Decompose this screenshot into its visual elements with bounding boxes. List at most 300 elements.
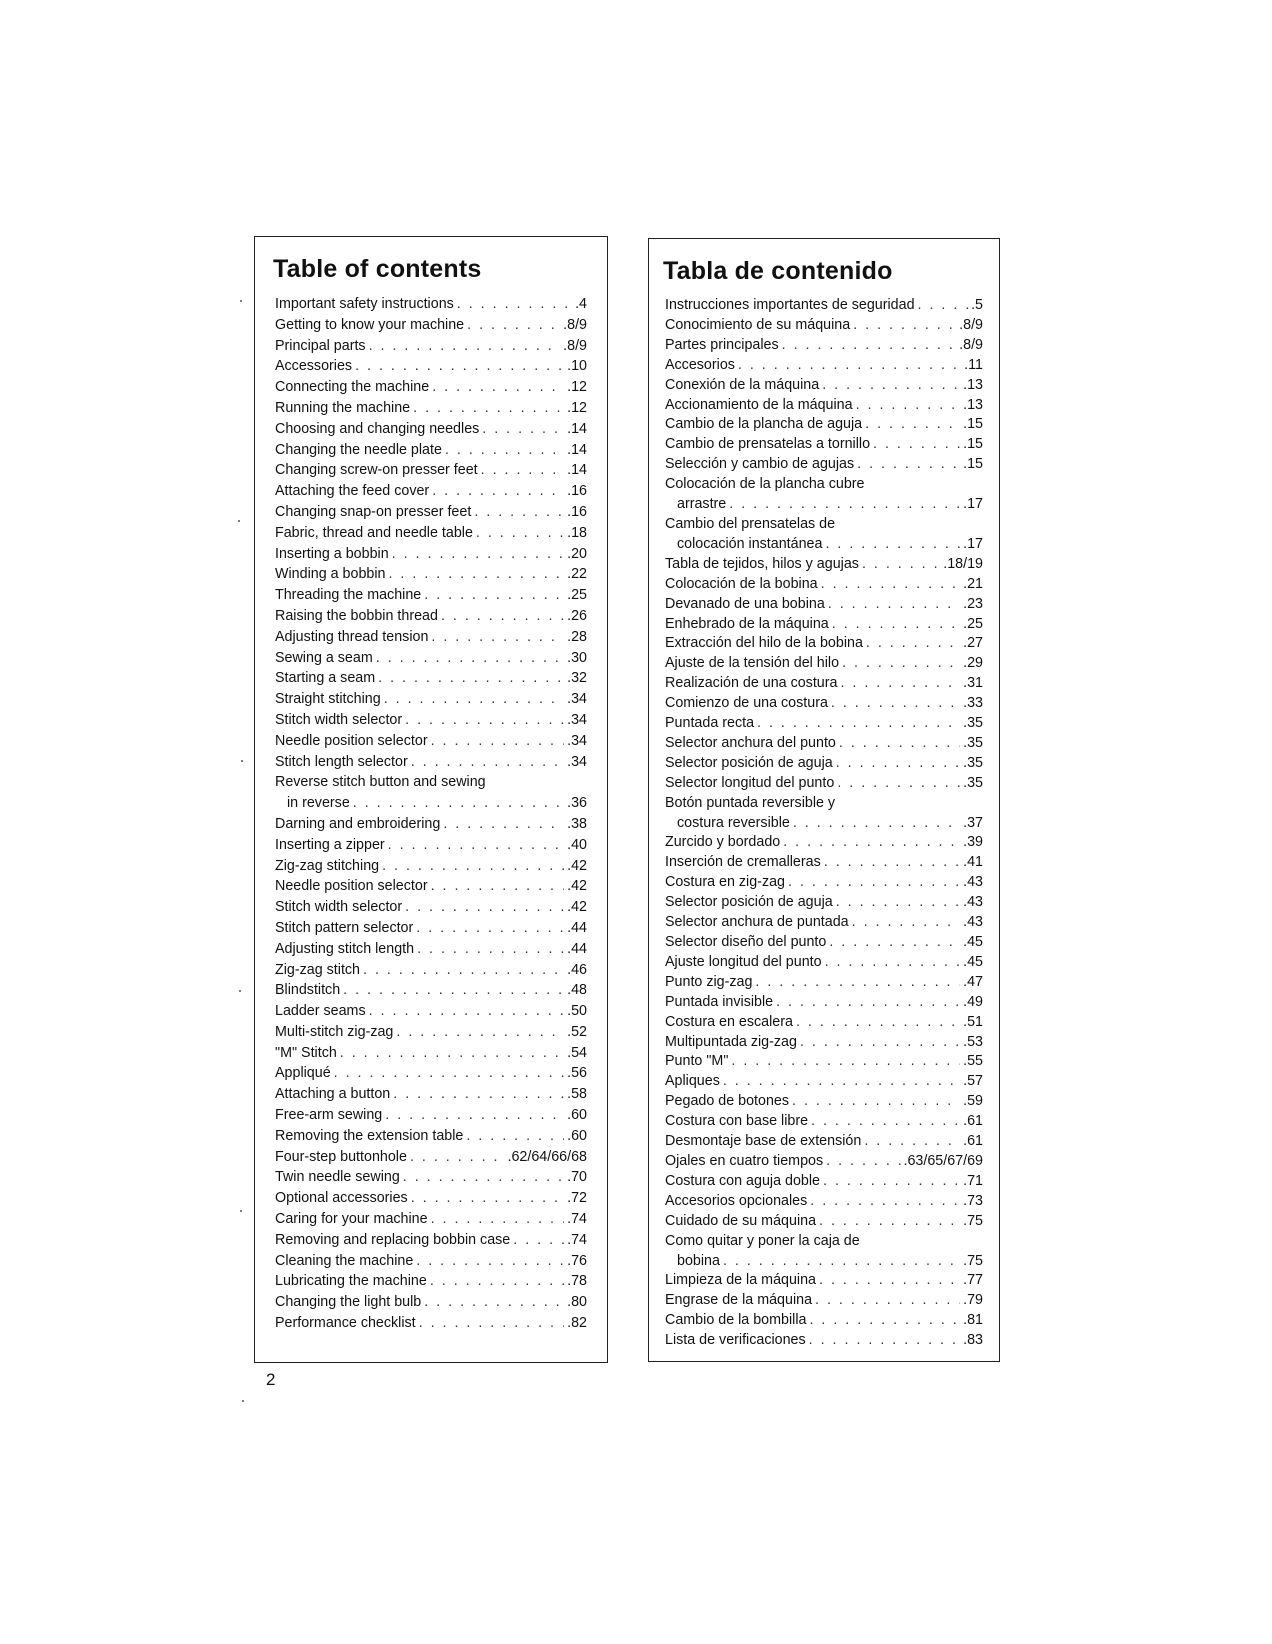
dot-leader xyxy=(431,627,564,648)
toc-entry-page: .14 xyxy=(567,462,587,479)
toc-entry xyxy=(665,356,983,376)
toc-entry-label: Twin needle sewing xyxy=(275,1169,400,1186)
toc-entry-page: .35 xyxy=(963,754,983,771)
toc-entry-page: .37 xyxy=(963,814,983,831)
toc-entry-page: .40 xyxy=(567,836,587,853)
toc-entry-label: "M" Stitch xyxy=(275,1044,337,1061)
dot-leader xyxy=(836,893,960,913)
toc-entry-label: Costura con aguja doble xyxy=(665,1172,820,1189)
toc-entry xyxy=(275,564,587,585)
toc-entry-page: .47 xyxy=(963,973,983,990)
toc-entry xyxy=(665,873,983,893)
toc-entry-page: .54 xyxy=(567,1044,587,1061)
toc-entry xyxy=(275,1126,587,1147)
toc-entry xyxy=(275,1292,587,1313)
toc-box-english xyxy=(254,236,608,1363)
toc-entry-label: Selección y cambio de agujas xyxy=(665,456,855,473)
toc-entry xyxy=(665,734,983,754)
toc-entry-label: Raising the bobbin thread xyxy=(275,607,438,624)
toc-entry-page: .42 xyxy=(567,899,587,916)
toc-entry-page: .8/9 xyxy=(959,316,983,333)
toc-entry-label: Darning and embroidering xyxy=(275,815,441,832)
toc-box-spanish xyxy=(648,238,1000,1362)
toc-entry xyxy=(665,1331,983,1351)
toc-list-english xyxy=(255,294,607,1334)
toc-entry-label: Cuidado de su máquina xyxy=(665,1212,817,1229)
toc-entry xyxy=(275,960,587,981)
dot-leader xyxy=(796,1013,960,1033)
toc-entry-page: .25 xyxy=(963,615,983,632)
toc-entry xyxy=(275,648,587,669)
toc-entry xyxy=(665,396,983,416)
dot-leader xyxy=(738,356,961,376)
toc-entry-label: Blindstitch xyxy=(275,982,341,999)
toc-entry-label-continued: bobina xyxy=(677,1252,720,1269)
toc-list-spanish xyxy=(649,296,999,1351)
toc-entry-label: Attaching the feed cover xyxy=(275,483,430,500)
toc-entry-page: .46 xyxy=(567,961,587,978)
dot-leader xyxy=(825,535,960,555)
toc-entry-page: .34 xyxy=(567,753,587,770)
toc-entry-page: .79 xyxy=(963,1292,983,1309)
toc-entry xyxy=(665,1271,983,1291)
toc-entry xyxy=(665,1212,983,1232)
toc-entry xyxy=(275,606,587,627)
toc-entry-page: .43 xyxy=(963,894,983,911)
toc-entry xyxy=(275,1251,587,1272)
dot-leader xyxy=(810,1192,960,1212)
toc-entry xyxy=(275,1209,587,1230)
toc-entry xyxy=(275,336,587,357)
toc-entry-label: Cambio del prensatelas de xyxy=(665,515,836,532)
toc-entry-page: .18/19 xyxy=(943,555,983,572)
toc-entry xyxy=(275,294,587,315)
toc-entry-label: Optional accessories xyxy=(275,1190,408,1207)
dot-leader xyxy=(809,1311,960,1331)
toc-entry xyxy=(665,595,983,615)
toc-entry xyxy=(275,1230,587,1251)
toc-entry-label: Costura con base libre xyxy=(665,1113,809,1130)
toc-entry xyxy=(665,475,983,515)
dot-leader xyxy=(825,953,961,973)
toc-entry-label: Cambio de prensatelas a tornillo xyxy=(665,436,871,453)
toc-entry-label: Extracción del hilo de la bobina xyxy=(665,635,863,652)
toc-entry xyxy=(665,973,983,993)
dot-leader xyxy=(793,814,960,834)
toc-entry-label: Zig-zag stitching xyxy=(275,857,380,874)
toc-entry-page: .32 xyxy=(567,670,587,687)
dot-leader xyxy=(829,933,960,953)
toc-entry xyxy=(275,1313,587,1334)
toc-entry xyxy=(665,1013,983,1033)
dot-leader xyxy=(355,356,564,377)
toc-entry-label-continued: arrastre xyxy=(677,496,727,513)
toc-entry-label: Accesorios xyxy=(665,356,735,373)
toc-entry-label: Sewing a seam xyxy=(275,649,373,666)
toc-entry-label: Removing the extension table xyxy=(275,1127,464,1144)
toc-entry-page: .77 xyxy=(963,1272,983,1289)
toc-entry-page: .61 xyxy=(963,1133,983,1150)
toc-entry-label: Conexión de la máquina xyxy=(665,376,820,393)
toc-entry-label: Reverse stitch button and sewing xyxy=(275,774,486,791)
dot-leader xyxy=(396,1022,564,1043)
toc-entry-label: Free-arm sewing xyxy=(275,1107,383,1124)
toc-entry xyxy=(275,419,587,440)
dot-leader xyxy=(430,1271,564,1292)
toc-entry-page: .74 xyxy=(567,1211,587,1228)
toc-entry-page: .81 xyxy=(963,1312,983,1329)
toc-entry-label: Caring for your machine xyxy=(275,1211,428,1228)
toc-entry-label: Principal parts xyxy=(275,337,366,354)
toc-entry-page: .36 xyxy=(567,795,587,812)
dot-leader xyxy=(424,1292,564,1313)
toc-entry xyxy=(665,913,983,933)
toc-entry-label: Enhebrado de la máquina xyxy=(665,615,829,632)
toc-entry xyxy=(665,296,983,316)
toc-entry xyxy=(665,694,983,714)
dot-leader xyxy=(788,873,960,893)
toc-entry-label-continued: costura reversible xyxy=(677,814,790,831)
toc-entry xyxy=(665,654,983,674)
dot-leader xyxy=(413,398,564,419)
toc-entry xyxy=(665,415,983,435)
dot-leader xyxy=(388,835,564,856)
toc-entry-label: Cleaning the machine xyxy=(275,1252,414,1269)
toc-entry-label: Limpieza de la máquina xyxy=(665,1272,817,1289)
toc-entry xyxy=(275,1105,587,1126)
toc-entry-page: .29 xyxy=(963,655,983,672)
toc-entry xyxy=(275,876,587,897)
dot-leader xyxy=(410,1147,505,1168)
toc-entry xyxy=(275,440,587,461)
toc-entry-page: .41 xyxy=(963,854,983,871)
toc-entry xyxy=(275,689,587,710)
toc-entry-label: Puntada invisible xyxy=(665,993,774,1010)
toc-entry-page: .62/64/66/68 xyxy=(507,1148,587,1165)
toc-entry-label: Puntada recta xyxy=(665,715,755,732)
toc-entry xyxy=(275,710,587,731)
toc-entry xyxy=(665,953,983,973)
dot-leader xyxy=(831,694,960,714)
toc-entry-page: .75 xyxy=(963,1252,983,1269)
scan-speck xyxy=(242,1400,244,1402)
toc-entry-label: Realización de una costura xyxy=(665,675,838,692)
dot-leader xyxy=(467,315,560,336)
dot-leader xyxy=(862,555,940,575)
toc-entry-page: .75 xyxy=(963,1212,983,1229)
toc-entry-page: .49 xyxy=(963,993,983,1010)
toc-entry-label: Starting a seam xyxy=(275,670,376,687)
toc-entry xyxy=(665,893,983,913)
toc-entry-page: .42 xyxy=(567,857,587,874)
dot-leader xyxy=(866,634,960,654)
toc-entry-page: .71 xyxy=(963,1172,983,1189)
toc-entry-page: .43 xyxy=(963,874,983,891)
toc-entry-label-continued: colocación instantánea xyxy=(677,535,823,552)
toc-entry xyxy=(275,502,587,523)
toc-entry-label: Selector longitud del punto xyxy=(665,774,835,791)
scan-speck xyxy=(240,1210,242,1212)
toc-entry-label: Running the machine xyxy=(275,399,411,416)
toc-entry-label: Pegado de botones xyxy=(665,1093,790,1110)
toc-entry-label: Getting to know your machine xyxy=(275,316,465,333)
toc-entry-label: Como quitar y poner la caja de xyxy=(665,1232,860,1249)
dot-leader xyxy=(811,1112,960,1132)
toc-entry-page: .76 xyxy=(567,1252,587,1269)
toc-entry-page: .38 xyxy=(567,815,587,832)
toc-entry-label: Lista de verificaciones xyxy=(665,1332,806,1349)
toc-entry xyxy=(275,856,587,877)
toc-entry xyxy=(665,515,983,555)
dot-leader xyxy=(723,1072,960,1092)
toc-entry-page: .12 xyxy=(567,379,587,396)
toc-entry-label: Changing snap-on presser feet xyxy=(275,503,472,520)
dot-leader xyxy=(445,440,564,461)
toc-entry-page: .23 xyxy=(963,595,983,612)
dot-leader xyxy=(385,1105,564,1126)
toc-entry-page: .4 xyxy=(575,296,587,312)
toc-entry-label: Needle position selector xyxy=(275,732,428,749)
dot-leader xyxy=(343,980,564,1001)
dot-leader xyxy=(723,1252,960,1272)
scan-speck xyxy=(239,990,241,992)
dot-leader xyxy=(824,853,960,873)
toc-entry-page: .26 xyxy=(567,607,587,624)
toc-entry-page: .15 xyxy=(963,436,983,453)
toc-entry xyxy=(275,523,587,544)
dot-leader xyxy=(852,913,961,933)
toc-entry-page: .30 xyxy=(567,649,587,666)
toc-entry-label: Important safety instructions xyxy=(275,296,454,312)
toc-entry-page: .35 xyxy=(963,715,983,732)
toc-entry-page: .13 xyxy=(963,396,983,413)
toc-entry xyxy=(275,1063,587,1084)
toc-entry xyxy=(665,455,983,475)
toc-entry xyxy=(275,481,587,502)
dot-leader xyxy=(424,585,564,606)
toc-entry xyxy=(275,398,587,419)
toc-entry-label: Accesorios opcionales xyxy=(665,1192,808,1209)
toc-entry xyxy=(275,1043,587,1064)
toc-title-spanish: Tabla de contenido xyxy=(663,257,893,285)
toc-entry xyxy=(275,814,587,835)
dot-leader xyxy=(369,336,561,357)
dot-leader xyxy=(819,1212,960,1232)
toc-entry xyxy=(275,752,587,773)
toc-entry-page: .21 xyxy=(963,575,983,592)
toc-entry-page: .34 xyxy=(567,691,587,708)
toc-entry xyxy=(665,1092,983,1112)
toc-entry-page: .17 xyxy=(963,496,983,513)
toc-entry xyxy=(665,1132,983,1152)
dot-leader xyxy=(755,973,960,993)
dot-leader xyxy=(431,1209,565,1230)
toc-entry xyxy=(665,794,983,834)
toc-entry-page: .5 xyxy=(971,297,983,313)
toc-entry xyxy=(665,1072,983,1092)
toc-entry xyxy=(275,1022,587,1043)
dot-leader xyxy=(823,1172,960,1192)
toc-entry xyxy=(665,1232,983,1272)
toc-entry-page: .33 xyxy=(963,695,983,712)
toc-entry-label: Threading the machine xyxy=(275,587,422,604)
page-number: 2 xyxy=(266,1370,276,1389)
dot-leader xyxy=(411,1188,564,1209)
dot-leader xyxy=(384,689,564,710)
dot-leader xyxy=(783,833,960,853)
toc-entry-label: Devanado de una bobina xyxy=(665,595,825,612)
toc-entry-page: .52 xyxy=(567,1023,587,1040)
dot-leader xyxy=(776,993,960,1013)
toc-entry-label: Selector posición de aguja xyxy=(665,754,833,771)
toc-entry-label: Conocimiento de su máquina xyxy=(665,316,851,333)
toc-entry-page: .16 xyxy=(567,503,587,520)
toc-entry xyxy=(275,585,587,606)
toc-entry xyxy=(275,668,587,689)
toc-entry-page: .56 xyxy=(567,1065,587,1082)
toc-entry-page: .55 xyxy=(963,1053,983,1070)
toc-entry xyxy=(275,772,587,814)
toc-entry-label: Costura en zig-zag xyxy=(665,874,785,891)
dot-leader xyxy=(376,648,564,669)
dot-leader xyxy=(363,960,564,981)
toc-entry xyxy=(665,336,983,356)
toc-entry-label: Adjusting thread tension xyxy=(275,628,429,645)
toc-entry-page: .83 xyxy=(963,1332,983,1349)
dot-leader xyxy=(393,1084,564,1105)
dot-leader xyxy=(729,495,960,515)
toc-entry-page: .44 xyxy=(567,940,587,957)
toc-entry-label: Winding a bobbin xyxy=(275,566,386,583)
toc-entry xyxy=(275,460,587,481)
dot-leader xyxy=(405,710,564,731)
toc-entry-page: .57 xyxy=(963,1073,983,1090)
toc-entry-page: .44 xyxy=(567,919,587,936)
toc-entry-page: .10 xyxy=(567,358,587,375)
toc-entry-label: Ladder seams xyxy=(275,1003,366,1020)
dot-leader xyxy=(334,1063,564,1084)
toc-entry-page: .16 xyxy=(567,483,587,500)
toc-entry-label: Needle position selector xyxy=(275,878,428,895)
toc-entry-page: .28 xyxy=(567,628,587,645)
toc-entry-page: .17 xyxy=(963,535,983,552)
dot-leader xyxy=(482,419,564,440)
toc-entry-label: Punto "M" xyxy=(665,1053,729,1070)
dot-leader xyxy=(431,731,565,752)
toc-entry-label: Instrucciones importantes de seguridad xyxy=(665,297,915,313)
toc-entry-page: .42 xyxy=(567,878,587,895)
toc-entry-label: Straight stitching xyxy=(275,691,381,708)
toc-entry-page: .59 xyxy=(963,1093,983,1110)
scan-speck xyxy=(240,300,242,302)
toc-entry xyxy=(275,980,587,1001)
toc-entry-page: .8/9 xyxy=(563,316,587,333)
toc-entry-page: .14 xyxy=(567,420,587,437)
toc-entry-page: .53 xyxy=(963,1033,983,1050)
toc-entry-label: Attaching a button xyxy=(275,1086,391,1103)
toc-entry-label: Performance checklist xyxy=(275,1315,416,1332)
toc-entry-label: Zig-zag stitch xyxy=(275,961,361,978)
toc-entry-page: .73 xyxy=(963,1192,983,1209)
dot-leader xyxy=(432,377,564,398)
toc-entry xyxy=(665,833,983,853)
scan-speck xyxy=(241,760,243,762)
toc-entry xyxy=(665,316,983,336)
dot-leader xyxy=(822,376,960,396)
toc-entry-label: Colocación de la bobina xyxy=(665,575,818,592)
toc-entry xyxy=(665,1152,983,1172)
dot-leader xyxy=(431,876,565,897)
toc-entry-page: .8/9 xyxy=(563,337,587,354)
toc-entry xyxy=(275,1084,587,1105)
toc-entry-label: Botón puntada reversible y xyxy=(665,794,836,811)
dot-leader xyxy=(481,460,564,481)
toc-entry xyxy=(665,1291,983,1311)
dot-leader xyxy=(839,734,960,754)
dot-leader xyxy=(513,1230,564,1251)
toc-entry-label: Costura en escalera xyxy=(665,1013,793,1030)
dot-leader xyxy=(853,316,956,336)
toc-entry-label: Zurcido y bordado xyxy=(665,834,781,851)
toc-entry xyxy=(275,897,587,918)
dot-leader xyxy=(836,754,960,774)
toc-entry-page: .11 xyxy=(964,356,983,373)
toc-entry-label: Desmontaje base de extensión xyxy=(665,1133,862,1150)
dot-leader xyxy=(441,606,564,627)
dot-leader xyxy=(840,674,960,694)
toc-entry-page: .34 xyxy=(567,732,587,749)
toc-entry xyxy=(275,939,587,960)
toc-entry-label: Ajuste longitud del punto xyxy=(665,953,822,970)
toc-entry-label: Partes principales xyxy=(665,336,779,353)
toc-entry xyxy=(665,774,983,794)
dot-leader xyxy=(832,615,960,635)
toc-entry-label: Tabla de tejidos, hilos y agujas xyxy=(665,555,859,572)
toc-entry-page: .25 xyxy=(567,587,587,604)
toc-entry xyxy=(665,575,983,595)
toc-entry-label: Selector anchura de puntada xyxy=(665,914,849,931)
toc-entry-page: .50 xyxy=(567,1003,587,1020)
dot-leader xyxy=(815,1291,960,1311)
toc-entry-label: Selector anchura del punto xyxy=(665,734,836,751)
toc-entry xyxy=(665,634,983,654)
toc-entry xyxy=(275,1147,587,1168)
toc-entry-label: Inserción de cremalleras xyxy=(665,854,821,871)
toc-entry xyxy=(665,615,983,635)
toc-entry-page: .15 xyxy=(963,456,983,473)
toc-entry xyxy=(275,918,587,939)
toc-entry-label: Ojales en cuatro tiempos xyxy=(665,1152,824,1169)
dot-leader xyxy=(864,1132,960,1152)
toc-entry xyxy=(275,1001,587,1022)
toc-title-english: Table of contents xyxy=(273,255,482,283)
toc-entry xyxy=(275,731,587,752)
toc-entry-page: .82 xyxy=(567,1315,587,1332)
dot-leader xyxy=(419,1313,564,1334)
dot-leader xyxy=(411,752,564,773)
toc-entry-page: .39 xyxy=(963,834,983,851)
dot-leader xyxy=(800,1033,960,1053)
toc-entry xyxy=(665,1311,983,1331)
toc-entry-page: .27 xyxy=(963,635,983,652)
dot-leader xyxy=(392,544,564,565)
toc-entry-page: .72 xyxy=(567,1190,587,1207)
toc-entry xyxy=(665,376,983,396)
toc-entry-label: Changing the needle plate xyxy=(275,441,442,458)
toc-entry-label: Ajuste de la tensión del hilo xyxy=(665,655,840,672)
toc-entry-page: .45 xyxy=(963,953,983,970)
dot-leader xyxy=(873,435,960,455)
